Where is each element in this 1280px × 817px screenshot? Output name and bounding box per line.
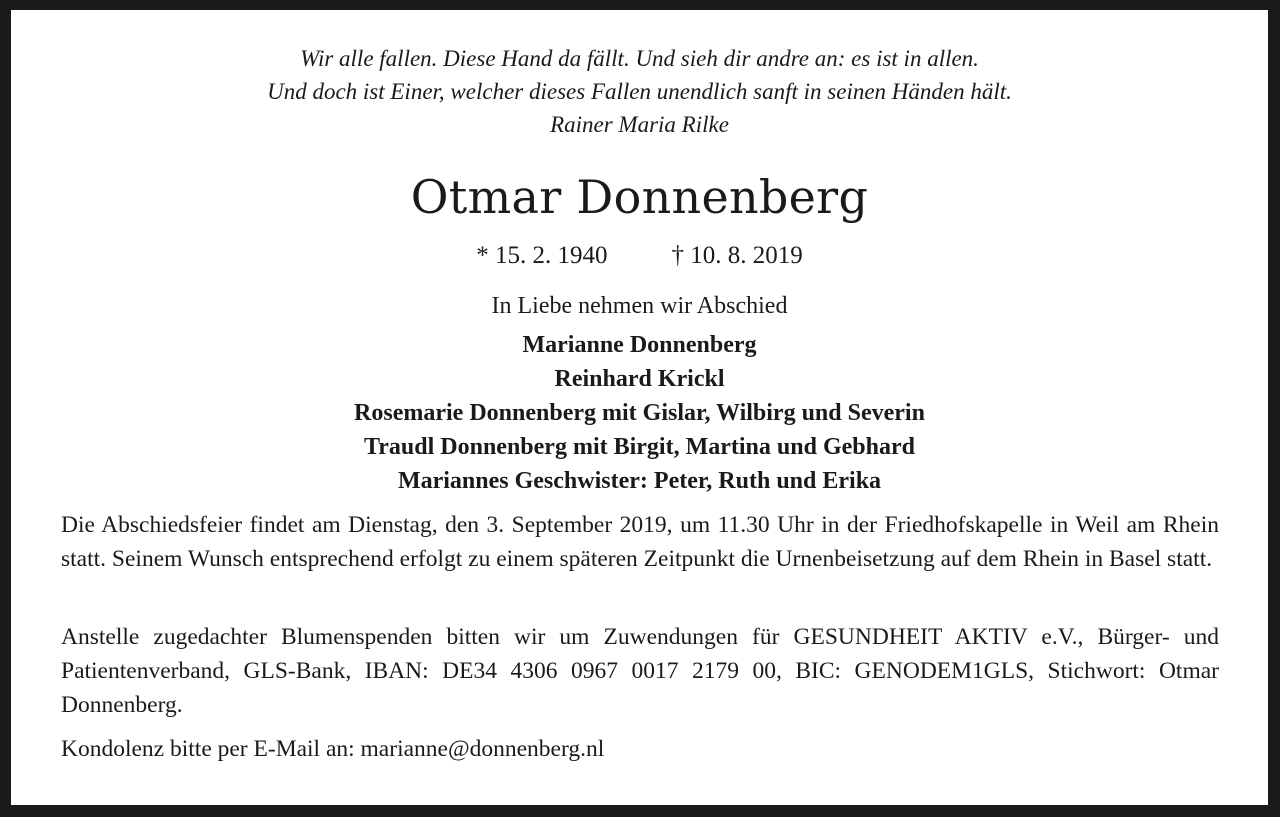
condolence-paragraph: Kondolenz bitte per E-Mail an: marianne@donnenberg.nl — [61, 736, 605, 762]
mourner-item: Rosemarie Donnenberg mit Gislar, Wilbirg und Severin — [354, 400, 925, 426]
mourner-item: Traudl Donnenberg mit Birgit, Martina und Gebhard — [364, 434, 915, 460]
death-date: † 10. 8. 2019 — [671, 242, 803, 269]
ceremony-paragraph: Die Abschiedsfeier findet am Dienstag, den 3. September 2019, um 11.30 Uhr in der Friedhofskapelle in Weil am Rhein statt. Seinem Wunsch entsprechend erfolgt zu einem späteren Zeitpunkt die Urnenbeisetzung auf dem Rhein in Basel statt. — [61, 512, 1219, 572]
donations-paragraph: Anstelle zugedachter Blumenspenden bitten wir um Zuwendungen für GESUNDHEIT AKTIV e.V., Bürger- und Patientenverband, GLS-Bank, IBAN: DE34 4306 0967 0017 2179 00, BIC: GENODEM1GLS, Stichwort: Otmar Donnenberg. — [61, 624, 1219, 718]
mourner-item: Reinhard Krickl — [554, 366, 725, 392]
quote-author: Rainer Maria Rilke — [550, 112, 729, 137]
quote-line-2: Und doch ist Einer, welcher dieses Fallen unendlich sanft in seinen Händen hält. — [267, 79, 1012, 104]
quote-line-1: Wir alle fallen. Diese Hand da fällt. Und sieh dir andre an: es ist in allen. — [300, 46, 979, 71]
farewell-line: In Liebe nehmen wir Abschied — [491, 293, 788, 319]
mourner-item: Marianne Donnenberg — [522, 332, 757, 358]
deceased-name: Otmar Donnenberg — [410, 170, 869, 224]
mourner-item: Mariannes Geschwister: Peter, Ruth und Erika — [397, 468, 882, 494]
mourners-list — [11, 328, 1268, 498]
life-dates — [11, 242, 1268, 270]
birth-date: * 15. 2. 1940 — [476, 242, 608, 269]
obituary-notice — [11, 10, 1268, 805]
